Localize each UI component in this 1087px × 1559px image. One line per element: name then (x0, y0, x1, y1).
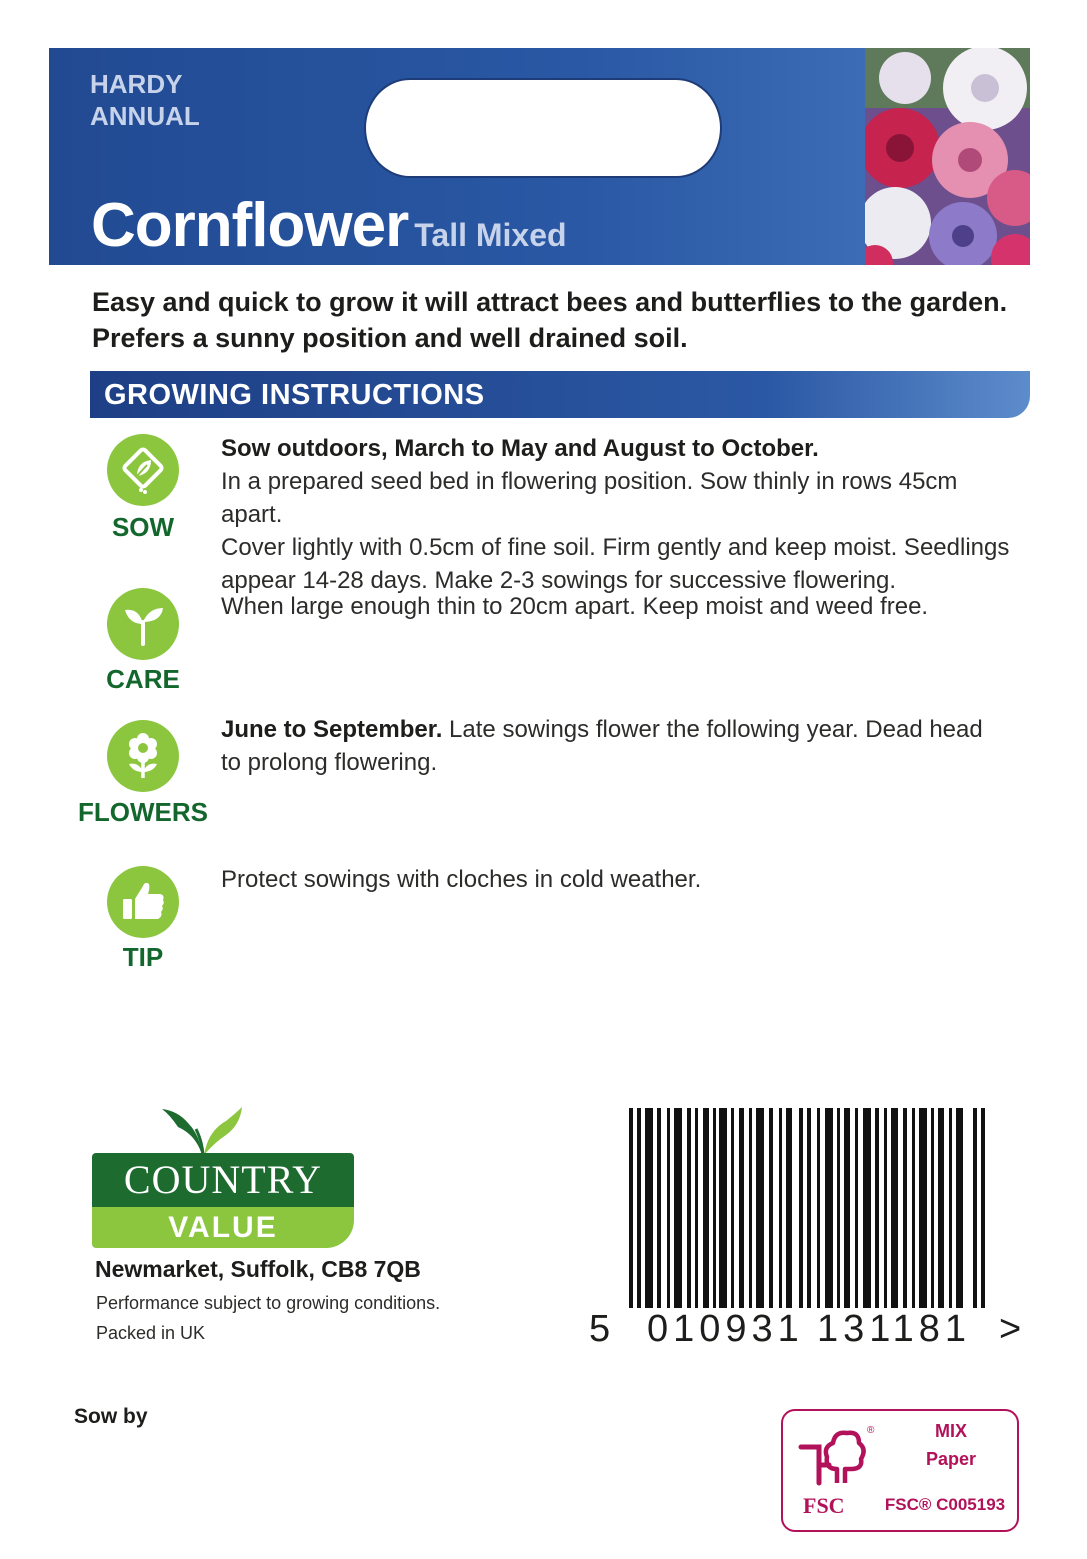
step-label-tip: TIP (122, 942, 164, 972)
blank-label-oval (364, 78, 722, 178)
sow-line-3: appear 14-28 days. Make 2-3 sowings for successive flowering. (221, 567, 896, 594)
category-line-2: ANNUAL (90, 101, 200, 131)
company-address: Newmarket, Suffolk, CB8 7QB (95, 1256, 421, 1282)
barcode-end-mark: > (999, 1308, 1022, 1350)
product-variety: Tall Mixed (414, 217, 567, 253)
step-text-care: When large enough thin to 20cm apart. Keep moist and weed free. (221, 593, 929, 620)
step-text-tip: Protect sowings with cloches in cold weather. (221, 866, 702, 893)
sow-line-1: In a prepared seed bed in flowering position. Sow thinly in rows 45cm apart. (221, 468, 958, 528)
section-header-bar (90, 371, 1030, 418)
step-text-sow (221, 432, 1021, 597)
barcode-first-digit: 5 (589, 1308, 611, 1350)
sow-heading: Sow outdoors, March to May and August to October. (221, 435, 819, 462)
fsc-mix-label: MIX (934, 1421, 967, 1441)
product-title (91, 190, 567, 261)
performance-disclaimer: Performance subject to growing conditions. (96, 1293, 441, 1313)
barcode (585, 1108, 1025, 1348)
section-title: GROWING INSTRUCTIONS (104, 379, 485, 411)
product-description (92, 284, 1052, 356)
cornflower-photo (865, 48, 1030, 265)
leaf-logo-icon (156, 1105, 246, 1157)
fsc-license-code: FSC® C005193 (884, 1495, 1006, 1514)
fsc-registered-mark: ® (867, 1425, 875, 1436)
sow-line-2: Cover lightly with 0.5cm of fine soil. Firm gently and keep moist. Seedlings (221, 534, 1010, 561)
fsc-badge (781, 1409, 1019, 1532)
thumbs-up-icon (107, 866, 179, 938)
product-name: Cornflower (91, 191, 409, 260)
barcode-bars (629, 1108, 985, 1308)
fsc-paper-label: Paper (925, 1449, 977, 1469)
description-line-2: Prefers a sunny position and well drained soil. (92, 323, 688, 353)
flowers-line-1: Late sowings flower the following year. Dead head (442, 716, 983, 743)
flowers-line-2: to prolong flowering. (221, 749, 438, 776)
step-label-care: CARE (106, 664, 180, 694)
category-label (90, 68, 200, 132)
logo-word-value: VALUE (92, 1207, 354, 1248)
packed-in: Packed in UK (96, 1323, 206, 1343)
flower-icon (107, 720, 179, 792)
flowers-heading: June to September. (221, 716, 443, 743)
step-text-flowers (221, 713, 1021, 779)
category-line-1: HARDY (90, 69, 183, 99)
description-line-1: Easy and quick to grow it will attract bees and butterflies to the garden. (92, 287, 1008, 317)
fsc-wordmark: FSC (803, 1493, 845, 1518)
header-banner (49, 48, 865, 265)
barcode-right-group: 131181 (817, 1308, 971, 1350)
seedling-icon (107, 588, 179, 660)
fsc-tree-icon (797, 1425, 867, 1489)
country-value-logo (92, 1105, 354, 1248)
sow-by-label: Sow by (74, 1405, 148, 1428)
step-label-flowers: FLOWERS (78, 797, 208, 827)
logo-word-country: COUNTRY (92, 1153, 354, 1207)
barcode-left-group: 010931 (647, 1308, 804, 1350)
step-label-sow: SOW (111, 512, 175, 542)
seed-packet-icon (107, 434, 179, 506)
